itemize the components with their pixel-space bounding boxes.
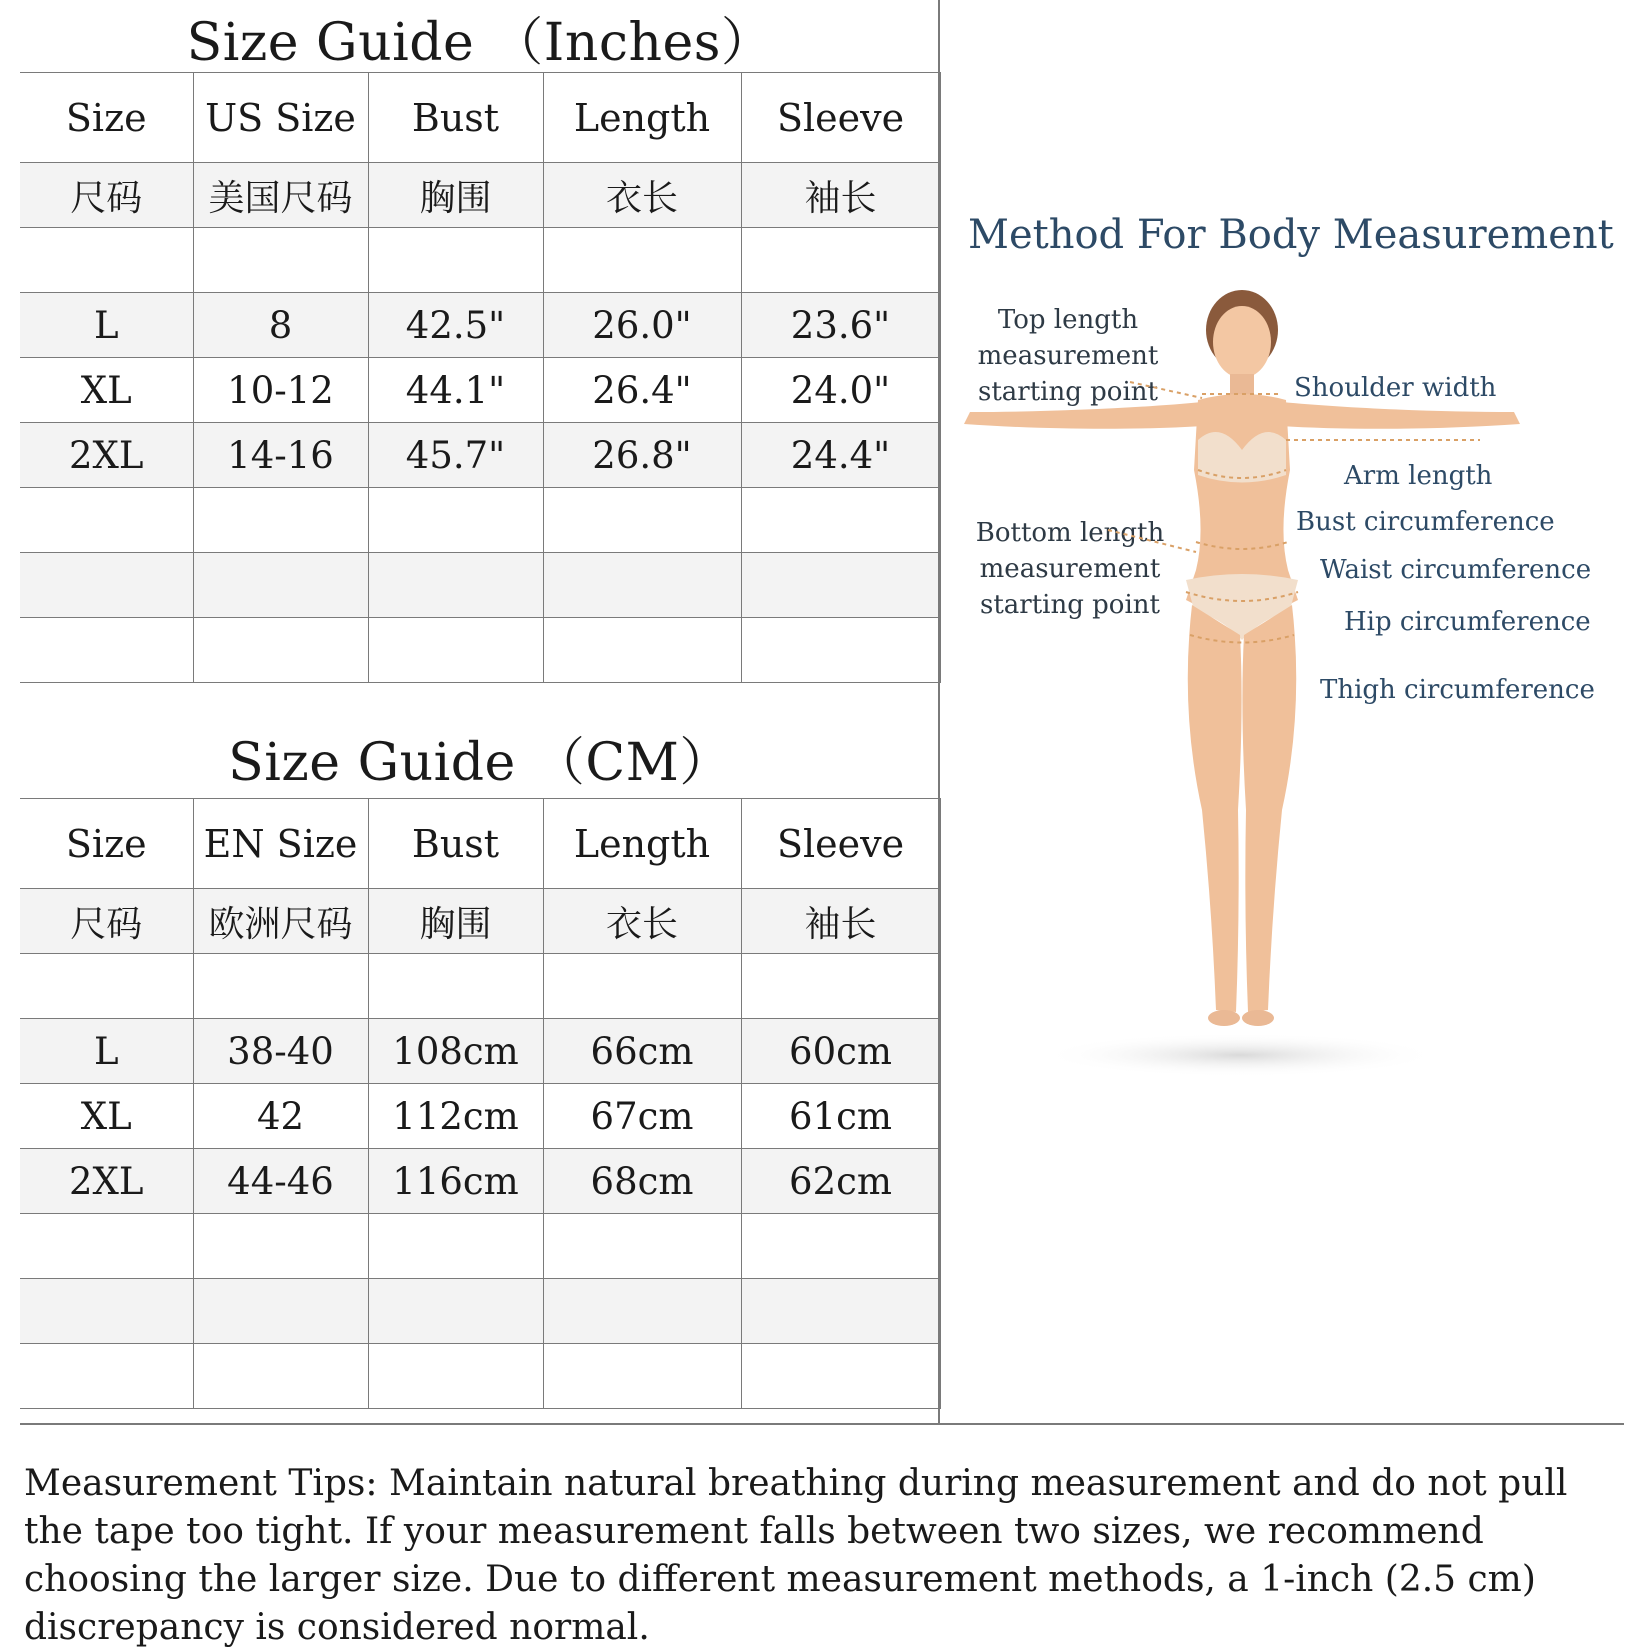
body-figure	[940, 290, 1580, 1080]
inches-header-cell: Bust	[368, 73, 543, 163]
inches-header-cn-cell: 袖长	[741, 163, 940, 228]
cell: 67cm	[543, 1084, 741, 1149]
cm-header-cn-cell: 衣长	[543, 889, 741, 954]
cm-header-cell: EN Size	[193, 799, 368, 889]
right-leg	[1242, 605, 1296, 1012]
table-row-empty	[20, 618, 940, 683]
right-arm	[1280, 402, 1520, 429]
cell: 68cm	[543, 1149, 741, 1214]
hip-label: Hip circumference	[1344, 607, 1591, 637]
inches-header-cell: Sleeve	[741, 73, 940, 163]
table-row	[20, 1019, 940, 1084]
inches-header-cn	[20, 163, 940, 228]
table-row	[20, 1149, 940, 1214]
cell: 60cm	[741, 1019, 940, 1084]
inches-title: Size Guide （Inches）	[186, 13, 774, 73]
inches-table	[20, 72, 941, 683]
bust-label: Bust circumference	[1296, 507, 1555, 537]
cell: 2XL	[20, 1149, 193, 1214]
cell: 45.7"	[368, 423, 543, 488]
horizontal-divider	[20, 1423, 1624, 1425]
cm-table	[20, 798, 941, 1409]
inches-header-cell: US Size	[193, 73, 368, 163]
table-row	[20, 358, 940, 423]
cell: 112cm	[368, 1084, 543, 1149]
neck	[1230, 374, 1254, 396]
cm-header-cell: Length	[543, 799, 741, 889]
cm-header-cn-cell: 袖长	[741, 889, 940, 954]
inches-header-cn-cell: 美国尺码	[193, 163, 368, 228]
cell: 24.4"	[741, 423, 940, 488]
cell: 42	[193, 1084, 368, 1149]
cell: 26.0"	[543, 293, 741, 358]
table-row-empty	[20, 1344, 940, 1409]
top-length-pointer	[1130, 382, 1202, 398]
cell: 2XL	[20, 423, 193, 488]
cell: 61cm	[741, 1084, 940, 1149]
cell: 26.8"	[543, 423, 741, 488]
arm-length-label: Arm length	[1344, 461, 1493, 491]
shoulder-width-label: Shoulder width	[1294, 373, 1497, 403]
method-title: Method For Body Measurement	[968, 212, 1614, 258]
cell: 44-46	[193, 1149, 368, 1214]
cm-header-cn-cell: 欧洲尺码	[193, 889, 368, 954]
cell: 66cm	[543, 1019, 741, 1084]
table-row	[20, 293, 940, 358]
cell: 44.1"	[368, 358, 543, 423]
cm-header-cell: Size	[20, 799, 193, 889]
cell: 38-40	[193, 1019, 368, 1084]
table-row-empty	[20, 228, 940, 293]
table-row-empty	[20, 1214, 940, 1279]
cell: 14-16	[193, 423, 368, 488]
cm-header-en	[20, 799, 940, 889]
cell: 24.0"	[741, 358, 940, 423]
cell: L	[20, 293, 193, 358]
left-leg	[1188, 605, 1242, 1012]
cell: 8	[193, 293, 368, 358]
cell: 108cm	[368, 1019, 543, 1084]
thigh-label: Thigh circumference	[1320, 675, 1595, 705]
head	[1213, 306, 1271, 378]
cm-header-cell: Bust	[368, 799, 543, 889]
inches-header-cell: Size	[20, 73, 193, 163]
inches-header-cell: Length	[543, 73, 741, 163]
cell: 62cm	[741, 1149, 940, 1214]
floor-shadow	[1040, 1033, 1440, 1077]
cm-title: Size Guide （CM）	[228, 733, 732, 793]
inches-header-cn-cell: 尺码	[20, 163, 193, 228]
bottom-length-pointer	[1108, 530, 1196, 552]
inches-header-cn-cell: 衣长	[543, 163, 741, 228]
left-foot	[1208, 1010, 1240, 1026]
table-row-empty	[20, 488, 940, 553]
cell: 23.6"	[741, 293, 940, 358]
cell: 10-12	[193, 358, 368, 423]
cell: XL	[20, 358, 193, 423]
table-row-empty	[20, 553, 940, 618]
left-arm	[964, 402, 1204, 429]
bottom-length-label: Bottom length measurement starting point	[975, 518, 1165, 620]
table-row-empty	[20, 1279, 940, 1344]
cm-header-cn-cell: 胸围	[368, 889, 543, 954]
right-foot	[1242, 1010, 1274, 1026]
cell: 26.4"	[543, 358, 741, 423]
cell: L	[20, 1019, 193, 1084]
cm-header-cn-cell: 尺码	[20, 889, 193, 954]
inches-header-cn-cell: 胸围	[368, 163, 543, 228]
measurement-tips: Measurement Tips: Maintain natural breathing during measurement and do not pull the tape too tight. If your measurement falls between two sizes, we recommend choosing the larger size. Due to different measurement methods, a 1-inch (2.5 cm) discrepancy is considered normal.	[24, 1463, 1568, 1648]
table-row-empty	[20, 954, 940, 1019]
cm-header-cn	[20, 889, 940, 954]
top-length-label: Top length measurement starting point	[977, 305, 1159, 407]
table-row	[20, 423, 940, 488]
cell: 42.5"	[368, 293, 543, 358]
cm-header-cell: Sleeve	[741, 799, 940, 889]
table-row	[20, 1084, 940, 1149]
waist-label: Waist circumference	[1320, 555, 1592, 585]
inches-header-en	[20, 73, 940, 163]
cell: XL	[20, 1084, 193, 1149]
cell: 116cm	[368, 1149, 543, 1214]
